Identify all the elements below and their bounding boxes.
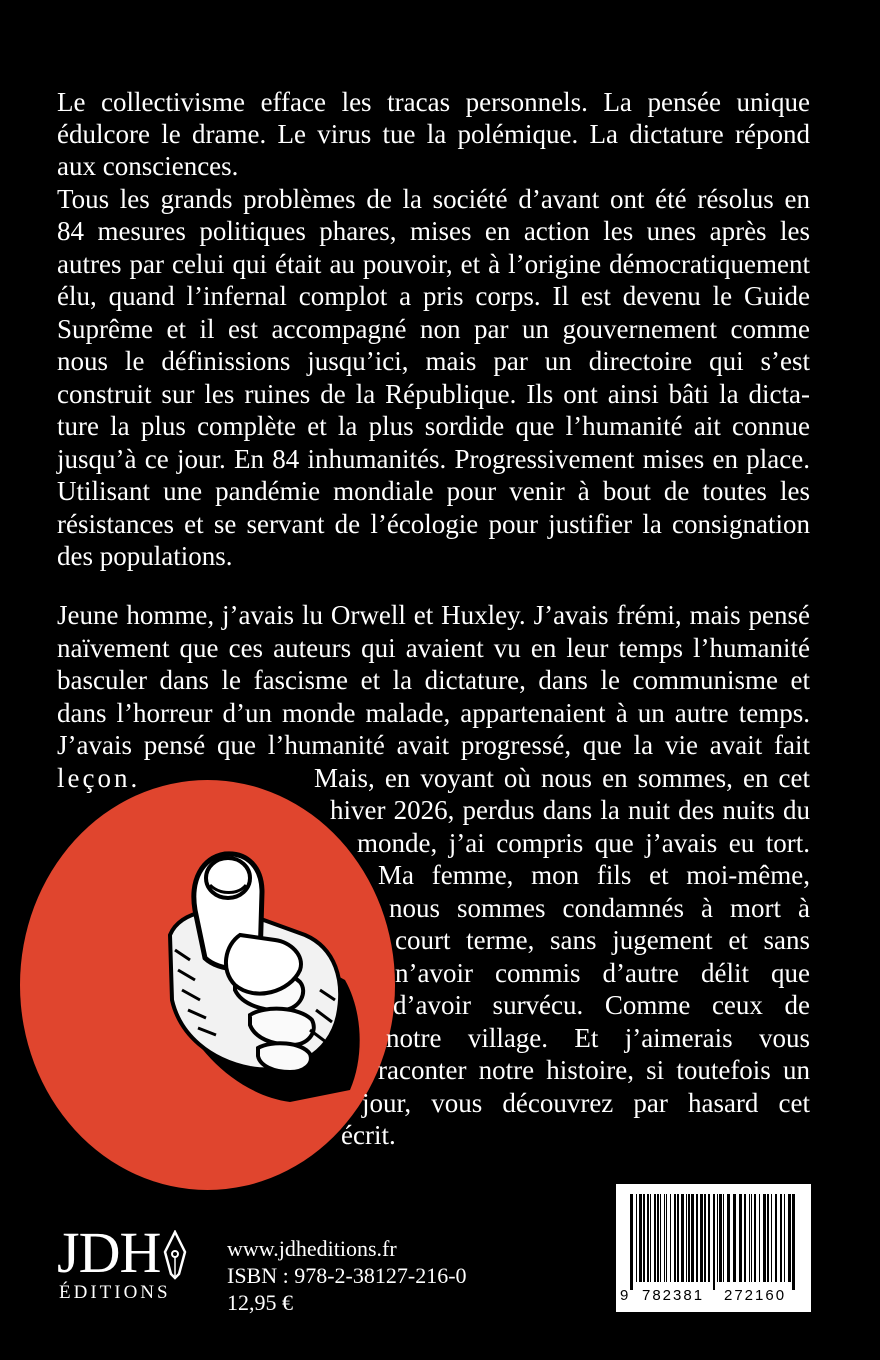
blurb-line: hiver 2026, perdus dans la nuit des nuits du <box>330 795 810 825</box>
barcode-bar <box>670 1194 671 1282</box>
blurb-line: Jeune homme, j’avais lu Orwell et Huxley. J’avais frémi, mais pensé <box>57 600 810 630</box>
barcode-bar <box>784 1194 785 1282</box>
barcode-bar <box>647 1194 649 1282</box>
barcode-bar <box>686 1194 687 1282</box>
blurb-line: des populations. <box>57 541 233 571</box>
blurb-line: raconter notre histoire, si toutefois un <box>378 1055 810 1085</box>
barcode-bar <box>723 1194 724 1282</box>
barcode-bar <box>700 1194 703 1282</box>
blurb-line: n’avoir commis d’autre délit que <box>395 958 810 988</box>
barcode-first-digit: 9 <box>620 1287 631 1304</box>
fountain-pen-icon <box>163 1230 187 1280</box>
barcode-bar <box>759 1194 760 1282</box>
barcode-bar <box>636 1194 637 1282</box>
blurb-line: jusqu’à ce jour. En 84 inhumanités. Progressivement mises en place. <box>57 444 810 474</box>
blurb-line: Suprême et il est accompagné non par un gouvernement comme <box>57 314 810 344</box>
logo-wordmark: JDH <box>57 1220 161 1285</box>
blurb-line: construit sur les ruines de la République. Ils ont ainsi bâti la dicta- <box>57 379 810 409</box>
blurb-line: Le collectivisme efface les tracas personnels. La pensée unique <box>57 87 810 117</box>
logo-subtitle: ÉDITIONS <box>59 1282 171 1303</box>
blurb-line: leçon. <box>57 763 141 793</box>
blurb-line: Tous les grands problèmes de la société d’avant ont été résolus en <box>57 184 810 214</box>
blurb-line: ture la plus complète et la plus sordide que l’humanité ait connue <box>57 411 810 441</box>
barcode-bar <box>780 1194 782 1282</box>
blurb-line: d’avoir survécu. Comme ceux de <box>393 990 810 1020</box>
barcode-bar <box>754 1194 756 1282</box>
blurb-line: nous sommes condamnés à mort à <box>389 893 810 923</box>
blurb-line: nous le définissions jusqu’ici, mais par un directoire qui s’est <box>57 346 810 376</box>
barcode-bar <box>792 1194 795 1290</box>
barcode-bar <box>749 1194 750 1282</box>
barcode-bar <box>696 1194 698 1282</box>
blurb-line: dans l’horreur d’un monde malade, appartenaient à un autre temps. <box>57 698 810 728</box>
barcode-bar <box>708 1194 710 1282</box>
blurb-line: Ma femme, mon fils et moi-même, <box>378 860 810 890</box>
barcode-bar <box>717 1194 718 1282</box>
barcode-bar <box>719 1194 722 1282</box>
barcode-bar <box>751 1194 752 1282</box>
barcode-bar <box>664 1194 665 1282</box>
blurb-line: notre village. Et j’aimerais vous <box>386 1023 810 1053</box>
blurb-line: J’avais pensé que l’humanité avait progressé, que la vie avait fait <box>57 730 810 760</box>
blurb-line: écrit. <box>341 1120 396 1150</box>
barcode-bar <box>691 1194 694 1282</box>
barcode-bars <box>630 1194 798 1290</box>
blurb-line: élu, quand l’infernal complot a pris corps. Il est devenu le Guide <box>57 281 810 311</box>
barcode-bar <box>733 1194 736 1282</box>
barcode-bar <box>763 1194 766 1282</box>
barcode-bar <box>771 1194 772 1282</box>
blurb-line: résistances et se servant de l’écologie pour justifier la consignation <box>57 509 810 539</box>
blurb-line: monde, j’ai compris que j’avais eu tort. <box>357 828 810 858</box>
blurb-line: édulcore le drame. Le virus tue la polémique. La dictature répond <box>57 119 810 149</box>
barcode-bar <box>677 1194 679 1282</box>
barcode-bar <box>630 1194 633 1290</box>
blurb-line: Utilisant une pandémie mondiale pour venir à bout de toutes les <box>57 476 810 506</box>
barcode-bar <box>674 1194 676 1282</box>
barcode-bar <box>713 1194 715 1290</box>
blurb-line: autres par celui qui était au pouvoir, et à l’origine démocratiquement <box>57 249 810 279</box>
barcode-bar <box>681 1194 684 1282</box>
blurb-line: naïvement que ces auteurs qui avaient vu en leur temps l’humanité <box>57 633 810 663</box>
barcode-bar <box>654 1194 656 1282</box>
pointing-hand-icon <box>140 840 370 1110</box>
blurb-line: Mais, en voyant où nous en sommes, en cet <box>314 763 810 793</box>
barcode-bar <box>639 1194 642 1282</box>
blurb-line: court terme, sans jugement et sans <box>395 925 810 955</box>
barcode-bar <box>704 1194 706 1282</box>
barcode-bar <box>744 1194 746 1282</box>
barcode-bar <box>739 1194 742 1282</box>
barcode-bar <box>666 1194 667 1282</box>
book-price: 12,95 € <box>227 1290 293 1315</box>
blurb-line: 84 mesures politiques phares, mises en action les unes après les <box>57 216 810 246</box>
barcode-bar <box>788 1194 791 1282</box>
barcode-bar <box>660 1194 661 1282</box>
isbn-barcode <box>616 1184 811 1312</box>
publisher-isbn: ISBN : 978-2-38127-216-0 <box>227 1263 467 1288</box>
blurb-line: jour, vous découvrez par hasard cet <box>362 1088 810 1118</box>
barcode-left-group: 782381 <box>642 1287 705 1304</box>
blurb-line: basculer dans le fascisme et la dictature, dans le communisme et <box>57 665 810 695</box>
barcode-bar <box>775 1194 777 1282</box>
barcode-right-group: 272160 <box>724 1287 787 1304</box>
barcode-bar <box>650 1194 651 1282</box>
publisher-website: www.jdheditions.fr <box>227 1236 397 1261</box>
barcode-bar <box>727 1194 730 1282</box>
barcode-bar <box>643 1194 645 1282</box>
barcode-bar <box>657 1194 659 1282</box>
barcode-bar <box>767 1194 769 1282</box>
barcode-bar <box>688 1194 690 1282</box>
publisher-logo <box>55 1220 205 1309</box>
blurb-line: aux consciences. <box>57 151 239 181</box>
